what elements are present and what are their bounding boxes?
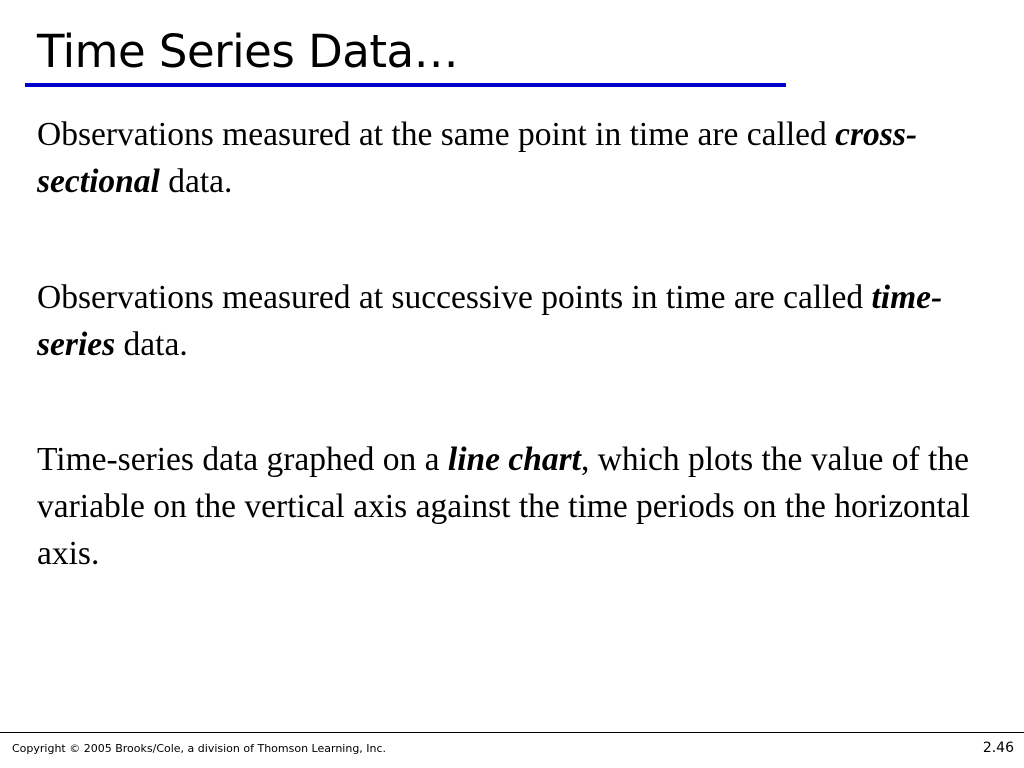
paragraph-time-series [37, 274, 987, 368]
paragraph-text: Observations measured at the same point in time are called [37, 116, 836, 153]
emphasis-term: line chart [447, 441, 581, 478]
page-number: 2.46 [982, 740, 1014, 756]
paragraph-text: , which plots the value of the variable on the vertical axis against the time periods on the horizontal axis. [37, 441, 971, 572]
emphasis-term: time-series [37, 279, 943, 363]
slide-title: Time Series Data… [37, 25, 459, 78]
paragraph-text: Time-series data graphed on a [37, 441, 448, 478]
copyright-notice: Copyright © 2005 Brooks/Cole, a division of Thomson Learning, Inc. [12, 742, 387, 755]
emphasis-term: cross-sectional [37, 116, 918, 200]
paragraph-text: Observations measured at successive points in time are called [37, 279, 872, 316]
paragraph-text: data. [115, 326, 188, 363]
paragraph-cross-sectional [37, 111, 987, 205]
paragraph-text: data. [159, 163, 233, 200]
paragraph-line-chart [37, 436, 987, 577]
title-underline [25, 83, 786, 87]
footer-divider [0, 732, 1024, 733]
